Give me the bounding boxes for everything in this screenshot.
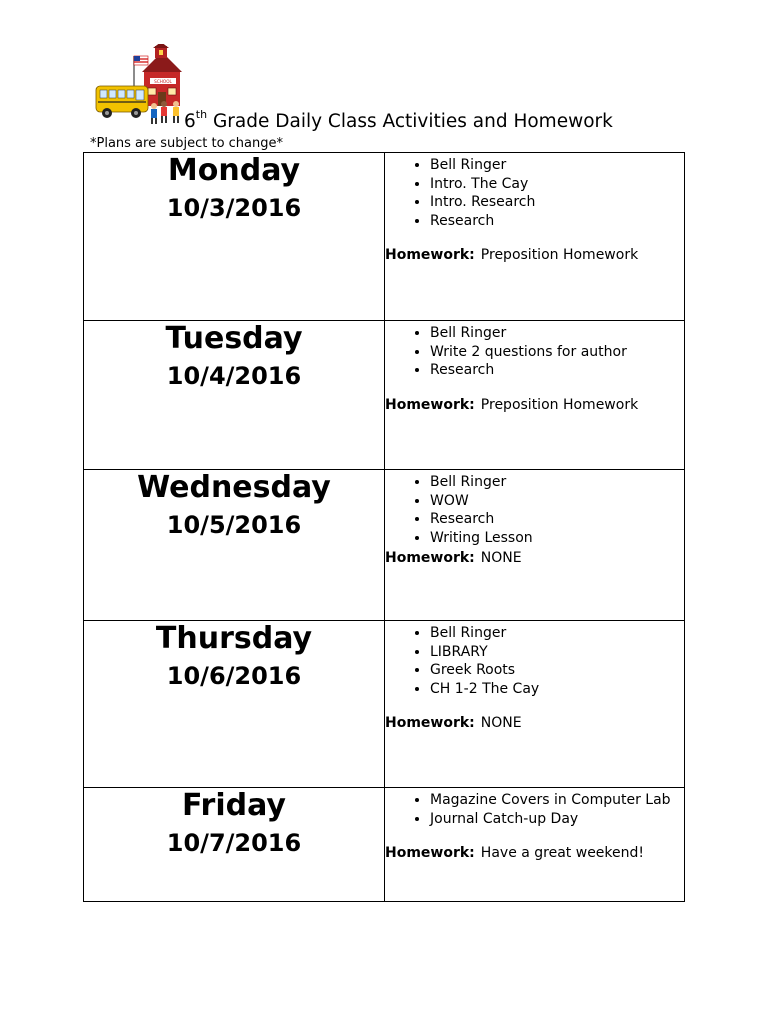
homework-label: Homework: bbox=[385, 845, 475, 862]
homework-label: Homework: bbox=[385, 715, 475, 732]
activities-cell bbox=[385, 621, 685, 788]
day-date: 10/6/2016 bbox=[166, 662, 302, 690]
day-name: Tuesday bbox=[165, 321, 303, 356]
day-cell bbox=[84, 321, 385, 470]
homework-value: NONE bbox=[480, 715, 522, 732]
homework-label: Homework: bbox=[385, 396, 475, 413]
activity-item: • Bell Ringer bbox=[430, 156, 684, 175]
activity-item: • Intro. The Cay bbox=[430, 175, 684, 194]
activities-cell bbox=[385, 788, 685, 902]
activity-item: • Greek Roots bbox=[430, 661, 684, 680]
activity-list bbox=[385, 324, 684, 380]
homework-line bbox=[385, 845, 684, 861]
day-cell bbox=[84, 788, 385, 902]
activity-item: • WOW bbox=[430, 492, 684, 511]
activity-item: • Bell Ringer bbox=[430, 473, 684, 492]
activity-item: • Magazine Covers in Computer Lab bbox=[430, 791, 684, 810]
day-cell bbox=[84, 153, 385, 321]
homework-line bbox=[385, 550, 684, 566]
activity-list bbox=[385, 791, 684, 828]
activity-item: • Intro. Research bbox=[430, 193, 684, 212]
day-cell bbox=[84, 470, 385, 621]
day-date: 10/3/2016 bbox=[166, 194, 302, 222]
school-sign: SCHOOL bbox=[154, 79, 172, 84]
activity-item: • Research bbox=[430, 510, 684, 529]
activities-cell bbox=[385, 470, 685, 621]
activity-list bbox=[385, 624, 684, 698]
homework-line bbox=[385, 397, 684, 413]
title-text: Grade Daily Class Activities and Homework bbox=[207, 111, 613, 133]
activity-item: • Write 2 questions for author bbox=[430, 343, 684, 362]
weekly-plan-table bbox=[83, 152, 685, 902]
day-date: 10/7/2016 bbox=[166, 829, 302, 857]
grade-suffix: th bbox=[195, 108, 208, 121]
activity-item: • Research bbox=[430, 212, 684, 231]
activity-item: • CH 1-2 The Cay bbox=[430, 680, 684, 699]
activity-item: • Journal Catch-up Day bbox=[430, 810, 684, 829]
day-name: Friday bbox=[181, 788, 286, 823]
homework-line bbox=[385, 247, 684, 263]
activity-list bbox=[385, 156, 684, 230]
activity-item: • LIBRARY bbox=[430, 643, 684, 662]
homework-value: Have a great weekend! bbox=[480, 845, 645, 862]
page-title bbox=[184, 110, 613, 132]
school-bus-clipart-icon bbox=[92, 44, 188, 132]
activities-cell bbox=[385, 321, 685, 470]
day-name: Monday bbox=[167, 153, 301, 188]
day-date: 10/4/2016 bbox=[166, 362, 302, 390]
day-name: Wednesday bbox=[137, 470, 331, 505]
activity-item: • Writing Lesson bbox=[430, 529, 684, 548]
activities-cell bbox=[385, 153, 685, 321]
activity-item: • Bell Ringer bbox=[430, 324, 684, 343]
homework-label: Homework: bbox=[385, 247, 475, 264]
homework-line bbox=[385, 715, 684, 731]
day-name: Thursday bbox=[155, 621, 313, 656]
homework-value: Preposition Homework bbox=[480, 396, 639, 413]
homework-label: Homework: bbox=[385, 550, 475, 567]
day-row-thursday bbox=[84, 621, 685, 788]
activity-item: • Research bbox=[430, 361, 684, 380]
day-row-wednesday bbox=[84, 470, 685, 621]
day-row-monday bbox=[84, 153, 685, 321]
homework-value: NONE bbox=[480, 550, 522, 567]
grade-number: 6 bbox=[184, 111, 196, 133]
homework-value: Preposition Homework bbox=[480, 247, 639, 264]
day-cell bbox=[84, 621, 385, 788]
plans-disclaimer: *Plans are subject to change* bbox=[90, 136, 283, 151]
activity-list bbox=[385, 473, 684, 547]
day-row-tuesday bbox=[84, 321, 685, 470]
day-row-friday bbox=[84, 788, 685, 902]
day-date: 10/5/2016 bbox=[166, 511, 302, 539]
activity-item: • Bell Ringer bbox=[430, 624, 684, 643]
